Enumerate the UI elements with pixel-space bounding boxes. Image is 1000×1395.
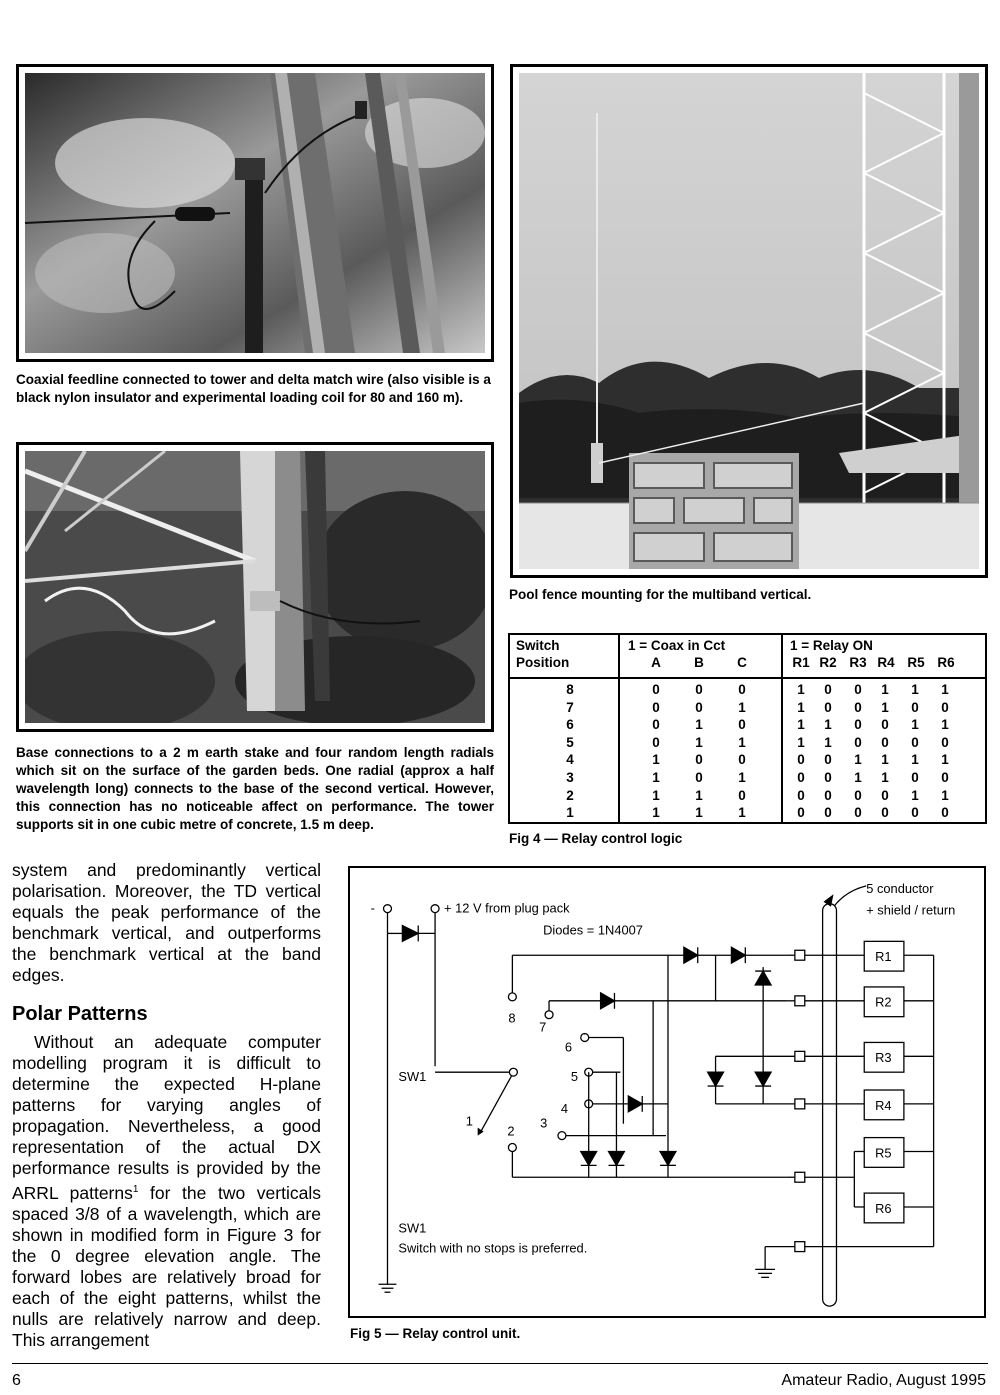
caption-photo-base: Base connections to a 2 m earth stake and four random length radials which sit on the surface of the garden beds. One radial (approx a half wavelength long) connects to the base of the second vertical. However, this connection has no noticeable affect on performance. The tower supports sit in one cubic metre of concrete, 1.5 m deep.	[16, 745, 494, 832]
table-cell-coax: 1	[652, 787, 660, 803]
table-header-coax: 1 = Coax in Cct	[628, 638, 726, 653]
label-pos-5: 5	[570, 1069, 579, 1085]
table-cell-relay: 1	[797, 682, 805, 697]
table-cell-relay: 1	[854, 752, 862, 768]
table-cell-relay: 0	[911, 805, 919, 821]
label-pos-2: 2	[507, 1123, 515, 1139]
table-cell-relay: 0	[941, 699, 949, 715]
table-cell-relay: 0	[824, 752, 832, 768]
label-conductor-2: + shield / return	[866, 902, 956, 918]
table-cell-relay: 0	[911, 734, 919, 750]
table-header-coax-col: C	[737, 655, 747, 670]
table-cell-coax: 1	[652, 752, 660, 768]
table-cell-relay: 1	[854, 770, 862, 785]
table-cell-coax: 1	[738, 699, 746, 715]
table-header-coax-col: A	[651, 655, 661, 670]
relay-logic-table	[508, 633, 987, 824]
table-cell-position: 7	[566, 699, 574, 715]
table-header-relay-col: R6	[937, 655, 955, 670]
caption-fig4: Fig 4 — Relay control logic	[509, 831, 683, 846]
body-paragraph-2	[12, 1032, 321, 1351]
table-cell-relay: 0	[797, 787, 805, 803]
table-cell-relay: 0	[911, 699, 919, 715]
footer-page-number: 6	[12, 1372, 21, 1389]
relay-control-schematic	[348, 866, 986, 1318]
table-cell-relay: 0	[881, 787, 889, 803]
table-cell-coax: 0	[738, 717, 746, 733]
table-cell-relay: 1	[911, 752, 919, 768]
table-cell-coax: 1	[738, 770, 746, 785]
photo-base-connections-image	[25, 451, 485, 723]
table-cell-relay: 1	[881, 770, 889, 785]
table-cell-relay: 0	[854, 805, 862, 821]
table-cell-relay: 1	[881, 752, 889, 768]
footer-journal: Amateur Radio, August 1995	[781, 1372, 986, 1389]
footnote-marker: 1	[132, 1184, 139, 1195]
label-pos-4: 4	[560, 1100, 569, 1116]
table-cell-relay: 1	[941, 682, 949, 697]
table-cell-relay: 0	[854, 734, 862, 750]
table-cell-coax: 1	[695, 787, 703, 803]
label-pos-7: 7	[539, 1019, 547, 1035]
label-sw1: SW1	[398, 1069, 427, 1085]
table-cell-relay: 0	[911, 770, 919, 785]
table-header-relay-col: R1	[792, 655, 810, 670]
table-cell-relay: 0	[941, 805, 949, 821]
label-minus: -	[370, 900, 375, 916]
label-sw1-note: Switch with no stops is preferred.	[398, 1240, 588, 1256]
table-cell-coax: 0	[652, 699, 660, 715]
table-header-relay: 1 = Relay ON	[790, 638, 873, 653]
table-cell-relay: 1	[911, 717, 919, 733]
table-cell-relay: 0	[854, 682, 862, 697]
table-cell-coax: 1	[652, 770, 660, 785]
table-cell-relay: 1	[911, 682, 919, 697]
table-cell-position: 1	[566, 805, 574, 821]
table-cell-relay: 1	[824, 734, 832, 750]
label-pos-8: 8	[508, 1010, 516, 1026]
table-header-relay-col: R4	[877, 655, 895, 670]
table-cell-relay: 1	[824, 717, 832, 733]
table-cell-relay: 0	[941, 734, 949, 750]
table-cell-relay: 0	[824, 805, 832, 821]
table-cell-relay: 0	[854, 699, 862, 715]
footer-rule	[12, 1363, 988, 1364]
label-relay-r1: R1	[875, 949, 892, 965]
caption-photo-coax: Coaxial feedline connected to tower and delta match wire (also visible is a black nylon insulator and experimental loading coil for 80 and 160 m).	[16, 372, 491, 405]
table-cell-relay: 1	[941, 717, 949, 733]
label-relay-r4: R4	[875, 1097, 892, 1113]
table-cell-coax: 1	[695, 734, 703, 750]
table-cell-position: 3	[566, 770, 574, 785]
table-cell-coax: 0	[738, 752, 746, 768]
photo-coax-feedline	[16, 64, 494, 362]
table-cell-position: 5	[566, 734, 574, 750]
table-cell-relay: 1	[797, 699, 805, 715]
table-header-coax-col: B	[694, 655, 704, 670]
photo-base-connections	[16, 442, 494, 732]
table-cell-coax: 0	[695, 752, 703, 768]
table-cell-relay: 0	[824, 699, 832, 715]
table-cell-relay: 1	[797, 717, 805, 733]
table-header-relay-col: R3	[849, 655, 867, 670]
table-header-switch: Switch	[516, 638, 560, 653]
section-heading-polar-patterns: Polar Patterns	[12, 1003, 148, 1025]
table-cell-relay: 0	[854, 787, 862, 803]
table-cell-relay: 0	[824, 770, 832, 785]
table-cell-relay: 0	[824, 787, 832, 803]
table-header-position: Position	[516, 655, 570, 670]
table-cell-relay: 0	[797, 805, 805, 821]
table-cell-relay: 1	[911, 787, 919, 803]
table-cell-position: 4	[566, 752, 574, 768]
table-cell-relay: 0	[881, 717, 889, 733]
table-cell-relay: 1	[941, 752, 949, 768]
table-cell-relay: 0	[797, 752, 805, 768]
label-relay-r2: R2	[875, 994, 892, 1010]
table-cell-relay: 1	[797, 734, 805, 750]
label-diodes: Diodes = 1N4007	[543, 922, 643, 938]
table-cell-coax: 0	[652, 682, 660, 697]
table-cell-coax: 0	[695, 699, 703, 715]
label-relay-r5: R5	[875, 1145, 892, 1161]
photo-pool-fence-image	[519, 73, 979, 569]
label-relay-r6: R6	[875, 1200, 892, 1216]
label-pos-1: 1	[465, 1113, 473, 1129]
table-cell-relay: 0	[824, 682, 832, 697]
table-cell-coax: 0	[652, 717, 660, 733]
table-cell-relay: 1	[881, 682, 889, 697]
label-pos-3: 3	[540, 1115, 548, 1131]
label-relay-r3: R3	[875, 1050, 892, 1066]
label-conductor-1: 5 conductor	[866, 880, 934, 896]
table-cell-coax: 1	[695, 805, 703, 821]
caption-photo-pool: Pool fence mounting for the multiband vertical.	[509, 587, 812, 602]
table-header-relay-col: R5	[907, 655, 925, 670]
table-cell-coax: 1	[738, 805, 746, 821]
table-cell-coax: 0	[738, 787, 746, 803]
table-cell-relay: 0	[941, 770, 949, 785]
table-cell-coax: 1	[738, 734, 746, 750]
table-cell-relay: 1	[881, 699, 889, 715]
table-cell-coax: 0	[695, 770, 703, 785]
table-cell-coax: 0	[738, 682, 746, 697]
table-cell-position: 6	[566, 717, 574, 733]
body-paragraph-2-start: Without an adequate computer modelling program it is difficult to determine the expected H-plane patterns for varying angles of propagation. Nevertheless, a good representation of the actual DX performance results is provided by the ARRL patterns	[12, 1032, 321, 1203]
photo-pool-fence	[510, 64, 988, 578]
table-cell-relay: 0	[797, 770, 805, 785]
table-cell-relay: 0	[881, 805, 889, 821]
table-cell-coax: 1	[652, 805, 660, 821]
table-cell-coax: 1	[695, 717, 703, 733]
body-paragraph-1: system and predominantly vertical polarisation. Moreover, the TD vertical equals the peak performance of the benchmark vertical, and outperforms the benchmark vertical at the band edges.	[12, 860, 321, 985]
label-pos-6: 6	[564, 1039, 573, 1055]
body-paragraph-2-end: for the two verticals spaced 3/8 of a wavelength, which are shown in modified form in Figure 3 for the 0 degree elevation angle. The forward lobes are relatively broad for each of the eight patterns, whilst the nulls are relatively narrow and deep. This arrangement	[12, 1182, 321, 1350]
table-cell-coax: 0	[652, 734, 660, 750]
schematic-diagram	[350, 868, 984, 1316]
table-cell-position: 2	[566, 787, 574, 803]
table-cell-coax: 0	[695, 682, 703, 697]
table-cell-relay: 0	[881, 734, 889, 750]
photo-coax-feedline-image	[25, 73, 485, 353]
label-sw1-note-title: SW1	[398, 1220, 427, 1236]
table-header-relay-col: R2	[819, 655, 837, 670]
caption-fig5: Fig 5 — Relay control unit.	[350, 1326, 521, 1341]
table-cell-relay: 0	[854, 717, 862, 733]
label-supply: + 12 V from plug pack	[443, 900, 570, 916]
table-cell-relay: 1	[941, 787, 949, 803]
table-cell-position: 8	[566, 682, 574, 697]
